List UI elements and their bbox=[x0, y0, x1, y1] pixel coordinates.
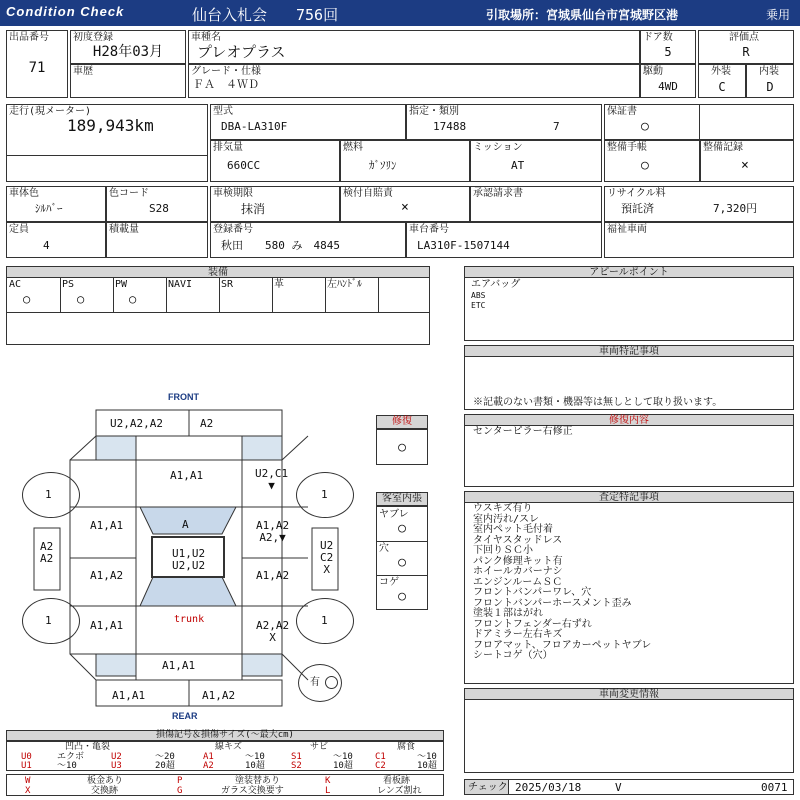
mark-right-rear-door: A1,A2 bbox=[256, 569, 290, 582]
warranty-mark: ○ bbox=[641, 119, 649, 134]
legend-table bbox=[6, 741, 444, 771]
inspection-note: シートコゲ（穴） bbox=[473, 650, 553, 661]
inspection-note: 室内ペット毛付着 bbox=[473, 524, 553, 535]
color-label: 車体色 bbox=[9, 188, 39, 199]
appeal-line: エアバッグ bbox=[471, 279, 521, 290]
legend-desc: 〜10 bbox=[417, 752, 437, 762]
legend-code: L bbox=[325, 786, 331, 796]
legend-code: S1 bbox=[291, 752, 302, 762]
displacement-value: 660CC bbox=[227, 159, 261, 172]
load-label: 積載量 bbox=[109, 224, 139, 235]
car-name-label: 車種名 bbox=[191, 32, 221, 43]
legend-code: K bbox=[325, 776, 331, 786]
welfare-label: 福祉車両 bbox=[607, 224, 647, 235]
legend-title: 損傷記号＆損傷サイズ(〜最大cm) bbox=[6, 730, 444, 741]
interior-label: 内装 bbox=[759, 66, 779, 77]
repair-box bbox=[376, 429, 428, 465]
legend-desc: 〜10 bbox=[245, 752, 265, 762]
legend-code: C2 bbox=[375, 761, 386, 771]
color-code-label: 色コード bbox=[109, 188, 149, 199]
inspection-note: フロントバンパーワレ、穴 bbox=[473, 587, 592, 598]
inspection-label: 車検期限 bbox=[213, 188, 253, 199]
mark-roof: U1,U2 U2,U2 bbox=[172, 547, 206, 572]
legend-desc: 板金あり bbox=[87, 776, 124, 786]
chassis-label: 車台番号 bbox=[409, 224, 449, 235]
capacity-label: 定員 bbox=[9, 224, 29, 235]
inspection-note: タイヤスタッドレス bbox=[473, 534, 563, 546]
cabin-hole-mark: ○ bbox=[398, 555, 406, 570]
liability-label: 検付自賠責 bbox=[343, 188, 393, 199]
equip-ac-mark: ○ bbox=[23, 292, 31, 306]
repair-mark: ○ bbox=[398, 440, 406, 455]
designation-value: 17488 bbox=[433, 120, 467, 133]
equip-leather-label: 革 bbox=[274, 279, 284, 290]
score-value: R bbox=[742, 45, 750, 59]
inspection-note: ホイールカバーナシ bbox=[473, 566, 563, 577]
capacity-value: 4 bbox=[43, 239, 50, 252]
grade-label: グレード・仕様 bbox=[191, 66, 261, 77]
equip-ps-mark: ○ bbox=[77, 292, 85, 306]
special-box bbox=[464, 356, 794, 410]
mark-windshield: A bbox=[182, 518, 189, 531]
legend-desc: 10超 bbox=[333, 761, 353, 771]
inspection-note: パンク修理キット有 bbox=[473, 555, 563, 567]
legend-code: C1 bbox=[375, 752, 386, 762]
legend-desc: 〜10 bbox=[57, 761, 77, 771]
service-record-label: 整備記録 bbox=[703, 142, 743, 153]
model-value: DBA-LA310F bbox=[221, 120, 288, 133]
inspection-note: 塗装１部はがれ bbox=[473, 608, 543, 619]
changes-box bbox=[464, 699, 794, 773]
designation-label: 指定・類別 bbox=[409, 106, 459, 117]
first-reg-label: 初度登録 bbox=[73, 32, 113, 43]
appeal-line: ETC bbox=[471, 301, 486, 310]
auction-lot: 756回 bbox=[296, 6, 339, 24]
fuel-value: ｶﾞｿﾘﾝ bbox=[369, 159, 397, 172]
front-label: FRONT bbox=[168, 392, 199, 402]
recycle-fee: 7,320円 bbox=[713, 202, 758, 215]
equip-sr-label: SR bbox=[221, 279, 234, 290]
check-code: 0071 bbox=[761, 781, 788, 794]
inspection-note: フロアマット、フロアカーペットヤブレ bbox=[473, 639, 652, 651]
exterior-value: C bbox=[718, 80, 726, 94]
exterior-label: 外装 bbox=[711, 66, 731, 77]
manual-label: 整備手帳 bbox=[607, 142, 647, 153]
displacement-label: 排気量 bbox=[213, 142, 243, 153]
legend-code: S2 bbox=[291, 761, 302, 771]
cabin-title: 客室内張 bbox=[376, 492, 428, 506]
inspection-notes-title: 査定特記事項 bbox=[464, 491, 794, 503]
inspection-note: ドアミラー左右キズ bbox=[473, 629, 563, 640]
legend-desc: 〜20 bbox=[155, 752, 175, 762]
score-label: 評価点 bbox=[729, 32, 759, 43]
mark-right-rear-fender: A2,A2 X bbox=[256, 619, 290, 644]
inspection-value: 抹消 bbox=[241, 202, 266, 216]
mark-right-front-door: A1,A2 A2,▼ bbox=[256, 519, 290, 544]
spare-tire-icon bbox=[325, 676, 338, 689]
rear-label: REAR bbox=[172, 711, 198, 721]
cabin-box bbox=[376, 506, 428, 610]
check-label: チェック bbox=[468, 782, 508, 793]
listing-no-label: 出品番号 bbox=[9, 32, 49, 43]
vehicle-category: 乗用 bbox=[766, 8, 791, 22]
legend-head-dent: 凹凸・亀裂 bbox=[65, 742, 111, 752]
inspection-note: ウスキズ有り bbox=[473, 503, 533, 514]
changes-title: 車両変更情報 bbox=[464, 688, 794, 700]
equipment-title: 装備 bbox=[6, 266, 430, 278]
mark-front-left: U2,A2,A2 bbox=[110, 417, 163, 430]
inspection-note: エンジンルームＳＣ bbox=[473, 576, 563, 588]
equip-ps-label: PS bbox=[62, 279, 75, 290]
doors-value: 5 bbox=[664, 45, 672, 59]
mission-value: AT bbox=[511, 159, 525, 172]
liability-mark: × bbox=[401, 200, 409, 215]
chassis-value: LA310F-1507144 bbox=[417, 239, 510, 252]
mark-rear-gate: A1,A1 bbox=[162, 659, 196, 672]
mark-right-side: U2 C2 X bbox=[320, 539, 334, 576]
appeal-box bbox=[464, 277, 794, 341]
recycle-status: 預託済 bbox=[621, 202, 654, 215]
inspection-note: フロントバンパーホースメント歪み bbox=[473, 597, 632, 609]
reg-no-label: 登録番号 bbox=[213, 224, 253, 235]
legend-code: A2 bbox=[203, 761, 214, 771]
mileage-label: 走行(現メーター) bbox=[9, 106, 92, 117]
legend-head-rust: サビ bbox=[310, 742, 329, 752]
mark-left-rear-door: A1,A2 bbox=[90, 569, 124, 582]
mission-label: ミッション bbox=[473, 142, 523, 153]
mark-right-front-fender: U2,C1 ▼ bbox=[255, 467, 289, 492]
first-reg-value: H28年03月 bbox=[92, 44, 164, 60]
equip-lhd-label: 左ﾊﾝﾄﾞﾙ bbox=[327, 279, 362, 290]
cabin-divider bbox=[377, 541, 427, 542]
legend-code: U0 bbox=[21, 752, 32, 762]
legend-code: A1 bbox=[203, 752, 214, 762]
inspection-note: 室内汚れ/スレ bbox=[473, 513, 540, 525]
mark-left-side: A2 A2 bbox=[40, 540, 54, 565]
legend-desc: 交換跡 bbox=[91, 786, 119, 796]
wheel-rear-left-mark: 1 bbox=[45, 614, 52, 627]
wheel-rear-right-mark: 1 bbox=[321, 614, 328, 627]
repair-detail-title: 修復内容 bbox=[464, 414, 794, 426]
special-note: ※記載のない書類・機器等は無しとして取り扱います。 bbox=[473, 397, 723, 408]
appeal-title: アピールポイント bbox=[464, 266, 794, 278]
inspection-note: 下回りＳＣ小 bbox=[473, 545, 533, 556]
mark-front-right: A2 bbox=[200, 417, 214, 430]
spare-tire-label: 有 bbox=[310, 677, 320, 688]
wheel-front-right-mark: 1 bbox=[321, 488, 328, 501]
appeal-line: ABS bbox=[471, 290, 486, 300]
legend-code: G bbox=[177, 786, 183, 796]
mark-hood: A1,A1 bbox=[170, 469, 204, 482]
inspection-notes-box bbox=[464, 502, 794, 684]
check-row bbox=[464, 779, 794, 795]
auction-name: 仙台入札会 bbox=[192, 6, 268, 24]
legend-code: U3 bbox=[111, 761, 122, 771]
check-date: 2025/03/18 bbox=[515, 781, 582, 794]
wheel-front-left-mark: 1 bbox=[45, 488, 52, 501]
repair-detail-text: センターピラー右修正 bbox=[473, 426, 573, 437]
mark-left-front-door: A1,A1 bbox=[90, 519, 124, 532]
legend-code: U1 bbox=[21, 761, 32, 771]
color-code-value: S28 bbox=[149, 202, 169, 215]
reg-no-value: 秋田 580 み 4845 bbox=[221, 239, 340, 252]
listing-no: 71 bbox=[28, 60, 46, 76]
cabin-tear-label: ヤブレ bbox=[379, 509, 409, 520]
legend-desc: 看板跡 bbox=[383, 776, 411, 786]
header-title: Condition Check bbox=[6, 4, 125, 19]
legend-code: P bbox=[177, 776, 183, 786]
manual-mark: ○ bbox=[641, 158, 649, 173]
repair-detail-box bbox=[464, 425, 794, 487]
special-title: 車両特記事項 bbox=[464, 345, 794, 357]
legend-extra bbox=[6, 774, 444, 796]
grade-value: ＦＡ ４ＷＤ bbox=[193, 78, 259, 91]
mark-rear-left: A1,A1 bbox=[112, 689, 146, 702]
cabin-hole-label: 穴 bbox=[379, 543, 389, 554]
legend-code: U2 bbox=[111, 752, 122, 762]
check-v: V bbox=[615, 781, 622, 794]
equip-ac-label: AC bbox=[9, 279, 22, 290]
approval-label: 承認請求書 bbox=[473, 188, 523, 199]
cabin-divider bbox=[377, 575, 427, 576]
classification-value: 7 bbox=[553, 120, 560, 133]
mileage-value: 189,943km bbox=[67, 116, 154, 135]
interior-value: D bbox=[766, 80, 774, 94]
service-record-mark: × bbox=[741, 158, 749, 173]
legend-desc: 10超 bbox=[245, 761, 265, 771]
legend-code: W bbox=[25, 776, 31, 786]
cabin-tear-mark: ○ bbox=[398, 521, 406, 536]
legend-code: X bbox=[25, 786, 31, 796]
legend-desc: 10超 bbox=[417, 761, 437, 771]
legend-desc: 20超 bbox=[155, 761, 175, 771]
mark-rear-right: A1,A2 bbox=[202, 689, 236, 702]
legend-desc: 〜10 bbox=[333, 752, 353, 762]
repair-title: 修復 bbox=[376, 415, 428, 429]
legend-head-corrosion: 腐食 bbox=[397, 742, 416, 752]
mark-left-rear-fender: A1,A1 bbox=[90, 619, 124, 632]
drive-value: 4WD bbox=[658, 80, 678, 93]
legend-desc: ガラス交換要す bbox=[221, 786, 284, 796]
equip-navi-label: NAVI bbox=[168, 279, 193, 290]
color-value: ｼﾙﾊﾞｰ bbox=[35, 202, 63, 215]
cabin-burn-mark: ○ bbox=[398, 589, 406, 604]
warranty-label: 保証書 bbox=[607, 106, 637, 117]
doors-label: ドア数 bbox=[643, 32, 673, 43]
fuel-label: 燃料 bbox=[343, 142, 363, 153]
pickup-location: 引取場所：宮城県仙台市宮城野区港 bbox=[486, 8, 679, 22]
drive-label: 駆動 bbox=[643, 66, 663, 77]
cabin-burn-label: コゲ bbox=[379, 577, 399, 588]
recycle-label: リサイクル料 bbox=[607, 188, 666, 199]
model-label: 型式 bbox=[213, 106, 233, 117]
legend-desc: 塗装替あり bbox=[235, 776, 281, 786]
equip-pw-mark: ○ bbox=[129, 292, 137, 306]
inspection-note: フロントフェンダー右ずれ bbox=[473, 618, 592, 630]
equip-pw-label: PW bbox=[115, 279, 128, 290]
history-label: 車歴 bbox=[73, 66, 93, 77]
legend-desc: エクボ bbox=[57, 752, 85, 762]
car-name-value: プレオプラス bbox=[197, 43, 286, 61]
mark-trunk: trunk bbox=[174, 614, 205, 625]
legend-desc: レンズ割れ bbox=[377, 786, 422, 796]
legend-head-scratch: 線キズ bbox=[215, 742, 242, 752]
